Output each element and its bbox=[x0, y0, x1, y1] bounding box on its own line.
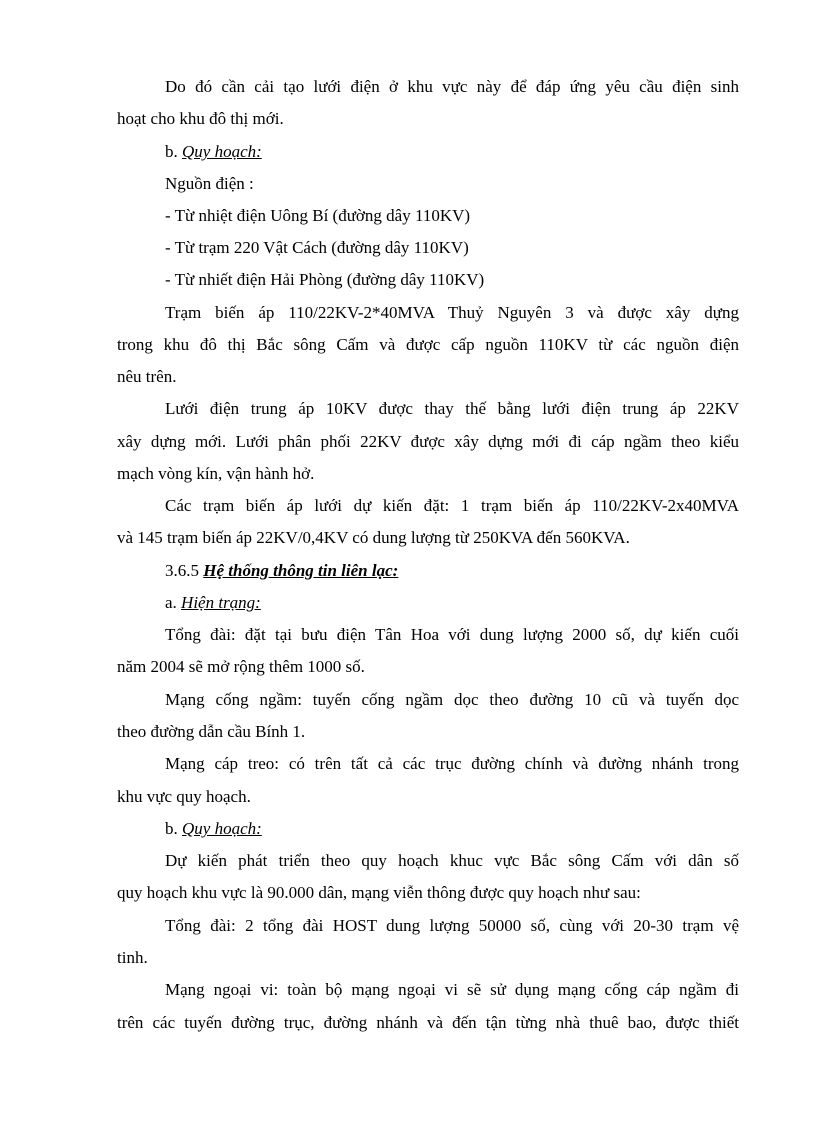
subheading-title: Hiện trạng: bbox=[181, 593, 261, 612]
subheading-title: Quy hoạch: bbox=[182, 819, 262, 838]
paragraph-line: quy hoạch khu vực là 90.000 dân, mạng viễn thông được quy hoạch như sau: bbox=[117, 883, 641, 902]
paragraph-line: trên các tuyến đường trục, đường nhánh và đến tận từng nhà thuê bao, được thiết bbox=[117, 1013, 739, 1032]
paragraph-line: Trạm biến áp 110/22KV-2*40MVA Thuỷ Nguyên 3 và được xây dựng bbox=[165, 303, 739, 322]
subheading-current-status bbox=[165, 592, 739, 614]
section-number: 3.6.5 bbox=[165, 561, 204, 580]
paragraph-line: Do đó cần cải tạo lưới điện ở khu vực này để đáp ứng yêu cầu điện sinh bbox=[165, 77, 739, 96]
paragraph-line: theo đường dẫn cầu Bính 1. bbox=[117, 722, 306, 741]
paragraph-line: hoạt cho khu đô thị mới. bbox=[117, 109, 284, 128]
paragraph-line: Lưới điện trung áp 10KV được thay thế bằng lưới điện trung áp 22KV bbox=[165, 399, 739, 418]
list-item: - Từ trạm 220 Vật Cách (đường dây 110KV) bbox=[165, 238, 469, 257]
list-item: - Từ nhiệt điện Uông Bí (đường dây 110KV) bbox=[165, 206, 471, 225]
paragraph-line: Tổng đài: 2 tổng đài HOST dung lượng 50000 số, cùng với 20-30 trạm vệ bbox=[165, 916, 739, 935]
subheading-prefix: a. bbox=[165, 593, 182, 612]
paragraph-line: Mạng cáp treo: có trên tất cả các trục đường chính và đường nhánh trong bbox=[165, 754, 739, 773]
paragraph-line: Mạng cống ngầm: tuyến cống ngầm dọc theo đường 10 cũ và tuyến dọc bbox=[165, 690, 739, 709]
paragraph-line: và 145 trạm biến áp 22KV/0,4KV có dung lượng từ 250KVA đến 560KVA. bbox=[117, 528, 630, 547]
paragraph-line: Tổng đài: đặt tại bưu điện Tân Hoa với dung lượng 2000 số, dự kiến cuối bbox=[165, 625, 739, 644]
paragraph-line: năm 2004 sẽ mở rộng thêm 1000 số. bbox=[117, 657, 365, 676]
paragraph-line: nêu trên. bbox=[117, 367, 177, 386]
paragraph-line: Nguồn điện : bbox=[165, 174, 254, 193]
subheading-planning-2 bbox=[165, 818, 739, 840]
list-item: - Từ nhiết điện Hải Phòng (đường dây 110KV) bbox=[165, 270, 485, 289]
subheading-prefix: b. bbox=[165, 819, 182, 838]
paragraph-line: xây dựng mới. Lưới phân phối 22KV được xây dựng mới đi cáp ngầm theo kiểu bbox=[117, 432, 739, 451]
paragraph-line: Dự kiến phát triển theo quy hoạch khuc vực Bắc sông Cấm với dân số bbox=[165, 851, 739, 870]
paragraph-line: Mạng ngoại vi: toàn bộ mạng ngoại vi sẽ sử dụng mạng cống cáp ngầm đi bbox=[165, 980, 739, 999]
subheading-prefix: b. bbox=[165, 142, 182, 161]
subheading-title: Quy hoạch: bbox=[182, 142, 262, 161]
paragraph-line: tinh. bbox=[117, 948, 148, 967]
section-title: Hệ thống thông tin liên lạc: bbox=[203, 561, 399, 580]
paragraph-line: Các trạm biến áp lưới dự kiến đặt: 1 trạm biến áp 110/22KV-2x40MVA bbox=[165, 496, 739, 515]
paragraph-line: khu vực quy hoạch. bbox=[117, 787, 251, 806]
paragraph-line: trong khu đô thị Bắc sông Cấm và được cấp nguồn 110KV từ các nguồn điện bbox=[117, 335, 739, 354]
subheading-planning bbox=[165, 141, 739, 163]
section-heading bbox=[165, 560, 739, 582]
paragraph-line: mạch vòng kín, vận hành hở. bbox=[117, 464, 315, 483]
